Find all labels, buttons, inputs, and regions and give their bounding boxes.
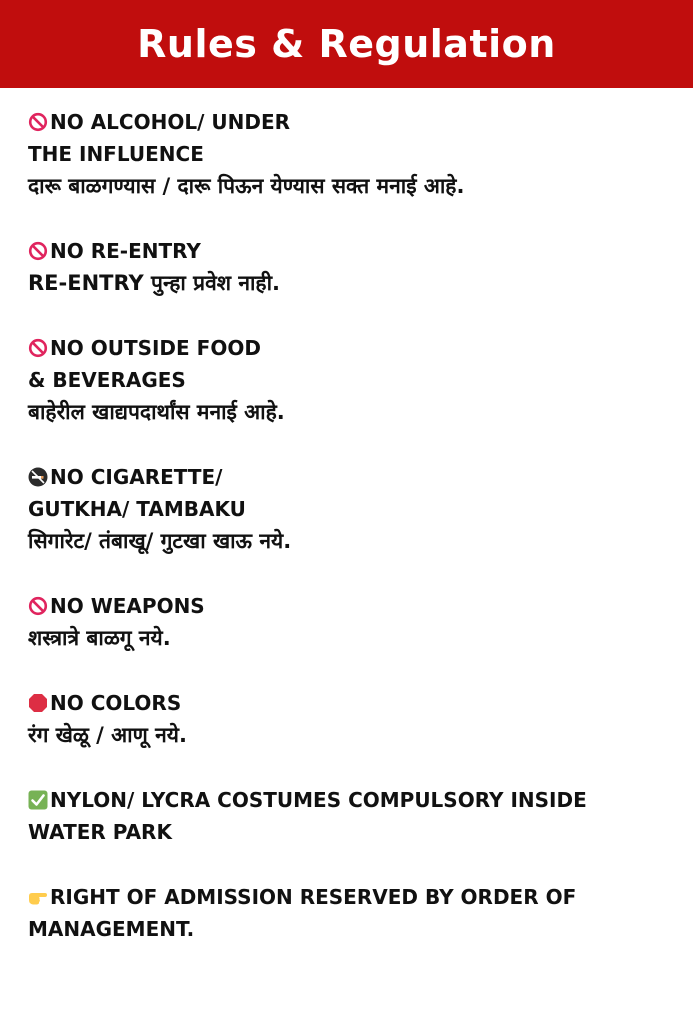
rule-heading-line: MANAGEMENT.	[28, 917, 195, 941]
rule-no-reentry	[28, 235, 668, 299]
rule-heading-line: GUTKHA/ TAMBAKU	[28, 497, 246, 521]
rule-heading-line: NO OUTSIDE FOOD	[50, 336, 261, 360]
rule-heading-line: RIGHT OF ADMISSION RESERVED BY ORDER OF	[50, 885, 577, 909]
rules-list	[28, 106, 668, 978]
rule-marathi-text: बाहेरील खाद्यपदार्थांस मनाई आहे.	[28, 400, 285, 424]
page-title: Rules & Regulation	[137, 22, 556, 66]
rule-no-alcohol	[28, 106, 668, 202]
prohibited-icon	[28, 112, 48, 132]
rule-heading-line: THE INFLUENCE	[28, 142, 204, 166]
rule-marathi-text: RE-ENTRY पुन्हा प्रवेश नाही.	[28, 271, 281, 295]
rule-no-weapons	[28, 590, 668, 654]
prohibited-icon	[28, 338, 48, 358]
rule-heading-line: NO CIGARETTE/	[50, 465, 223, 489]
rule-costumes	[28, 784, 668, 848]
rule-heading-line: NO WEAPONS	[50, 594, 205, 618]
stop-sign-icon	[28, 693, 48, 713]
rule-heading-line: NO ALCOHOL/ UNDER	[50, 110, 290, 134]
rule-heading-line: NO RE-ENTRY	[50, 239, 201, 263]
rule-no-cigarette	[28, 461, 668, 557]
rule-heading-line: NYLON/ LYCRA COSTUMES COMPULSORY INSIDE	[50, 788, 587, 812]
rule-right-of-admission	[28, 881, 668, 945]
rule-no-colors	[28, 687, 668, 751]
no-smoking-icon	[28, 467, 48, 487]
prohibited-icon	[28, 241, 48, 261]
rule-marathi-text: सिगारेट/ तंबाखू/ गुटखा खाऊ नये.	[28, 529, 292, 553]
header-banner	[0, 0, 693, 88]
rule-marathi-text: रंग खेळू / आणू नये.	[28, 723, 187, 747]
rule-heading-line: NO COLORS	[50, 691, 182, 715]
rule-marathi-text: शस्त्रात्रे बाळगू नये.	[28, 626, 171, 650]
prohibited-icon	[28, 596, 48, 616]
rule-marathi-text: दारू बाळगण्यास / दारू पिऊन येण्यास सक्त मनाई आहे.	[28, 174, 465, 198]
rule-heading-line: & BEVERAGES	[28, 368, 186, 392]
pointing-hand-icon	[28, 887, 48, 907]
rule-no-outside-food	[28, 332, 668, 428]
check-mark-icon	[28, 790, 48, 810]
rule-heading-line: WATER PARK	[28, 820, 172, 844]
